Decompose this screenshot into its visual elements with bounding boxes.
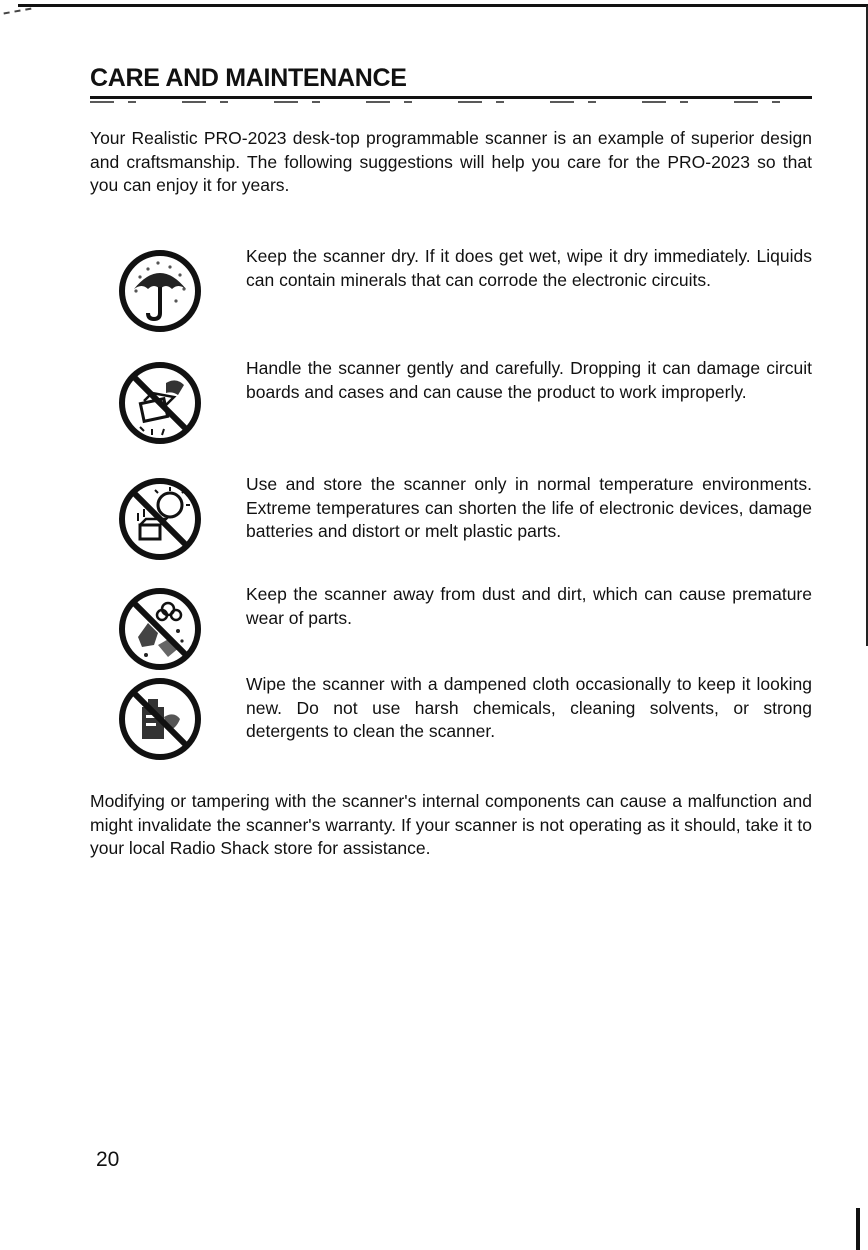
tip-avoid-dust xyxy=(90,583,812,673)
no-dust-icon xyxy=(118,587,202,671)
scan-corner-mark xyxy=(4,8,33,21)
page-title: CARE AND MAINTENANCE xyxy=(90,64,407,92)
tip-text: Handle the scanner gently and carefully. Dropping it can damage circuit boards and cases and can cause the product to work improperly. xyxy=(246,358,812,402)
title-dashed-rule xyxy=(90,101,812,103)
no-dropping-icon xyxy=(118,361,202,445)
tip-text: Use and store the scanner only in normal temperature environments. Extreme temperatures can shorten the life of electronic devices, damage batteries and distort or melt plastic parts. xyxy=(246,474,812,541)
top-border-rule xyxy=(18,4,868,7)
tip-keep-dry xyxy=(90,245,812,335)
intro-paragraph: Your Realistic PRO-2023 desk-top programmable scanner is an example of superior design and craftsmanship. The following suggestions will help you care for the PRO-2023 so that you can enjoy it for years. xyxy=(90,128,812,195)
scan-edge-mark xyxy=(856,1208,860,1250)
no-harsh-chemicals-icon xyxy=(118,677,202,761)
closing-paragraph: Modifying or tampering with the scanner's internal components can cause a malfunction and might invalidate the scanner's warranty. If your scanner is not operating as it should, take it to your local Radio Shack store for assistance. xyxy=(90,791,812,858)
tip-normal-temperature xyxy=(90,473,812,563)
umbrella-icon xyxy=(118,249,202,333)
page-number: 20 xyxy=(96,1148,120,1171)
tip-text: Keep the scanner away from dust and dirt, which can cause premature wear of parts. xyxy=(246,584,812,628)
tip-handle-gently xyxy=(90,357,812,447)
title-underline xyxy=(90,96,812,99)
no-extreme-temperature-icon xyxy=(118,477,202,561)
tip-clean-gently xyxy=(90,673,812,763)
tip-text: Wipe the scanner with a dampened cloth occasionally to keep it looking new. Do not use harsh chemicals, cleaning solvents, or strong detergents to clean the scanner. xyxy=(246,674,812,741)
tip-text: Keep the scanner dry. If it does get wet, wipe it dry immediately. Liquids can contain minerals that can corrode the electronic circuits. xyxy=(246,246,812,290)
